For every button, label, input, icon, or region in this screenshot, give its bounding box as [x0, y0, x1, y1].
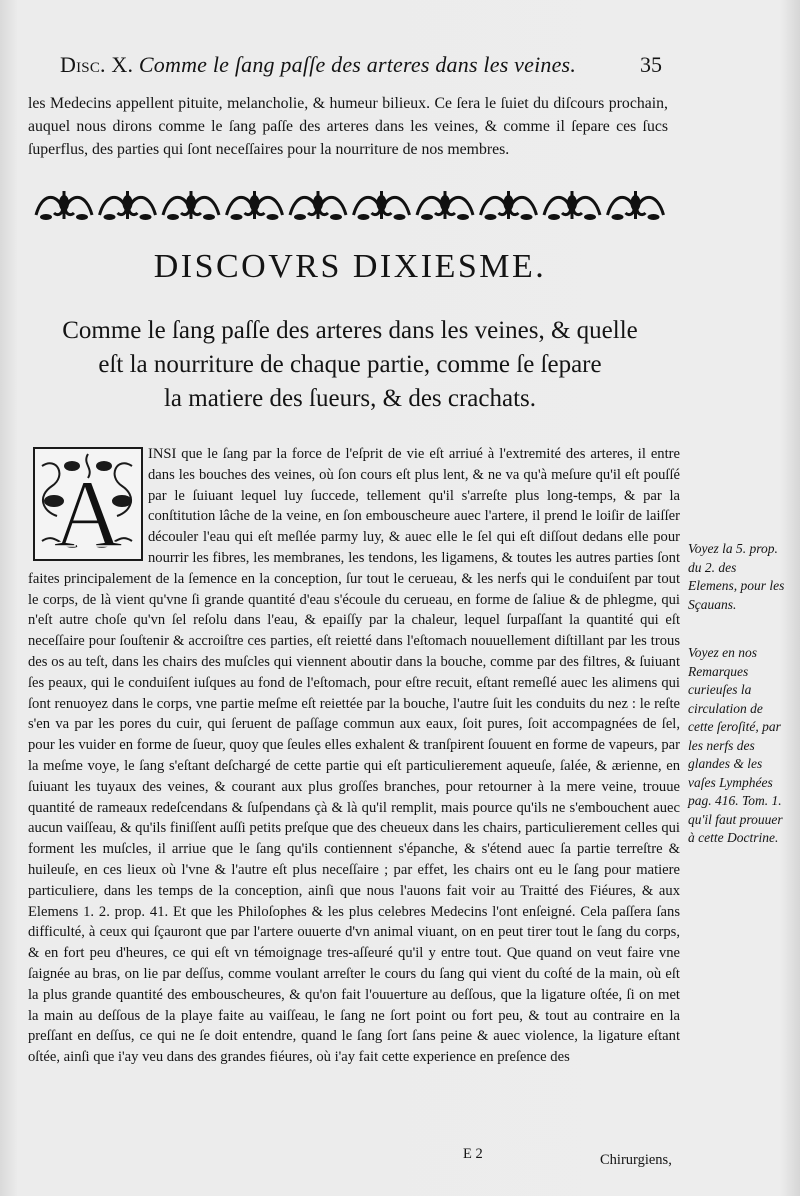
- ornament-fleuron: [163, 191, 219, 220]
- margin-note-2: Voyez en nos Remarques curieuſes la circulation de cette ſeroſité, par les nerfs des glandes & les vaſes Lymphées pag. 416. Tom. 1. qu'il faut prouuer à cette Doctrine.: [688, 645, 783, 845]
- main-body-text: [28, 444, 680, 1068]
- signature-mark: E 2: [463, 1146, 483, 1162]
- ornament-fleuron: [227, 191, 283, 220]
- ornament-fleuron: [417, 191, 473, 220]
- ornament-fleuron: [608, 191, 664, 220]
- ornament-fleuron: [544, 191, 600, 220]
- running-head-title: Comme le ſang paſſe des arteres dans les veines.: [138, 52, 577, 77]
- ornament-fleuron: [100, 191, 156, 220]
- catchword: Chirurgiens,: [600, 1152, 672, 1168]
- margin-note-1: Voyez la 5. prop. du 2. des Elemens, pour les Sçauans.: [688, 541, 785, 612]
- ornamental-band: [30, 185, 670, 225]
- running-head: [60, 52, 660, 78]
- ornament-fleuron: [354, 191, 410, 220]
- chapter-title-line-3: la matiere des ſueurs, & des crachats.: [163, 385, 537, 412]
- ornament-fleuron: [290, 191, 346, 220]
- chapter-title: [20, 314, 680, 416]
- drop-cap-spacer: [28, 444, 146, 562]
- chapter-title-line-2: eſt la nourriture de chaque partie, comme ſe ſepare: [98, 351, 602, 378]
- drop-cap-letter: A: [53, 460, 123, 562]
- page-number: 35: [640, 52, 662, 77]
- ornament-fleuron: [481, 191, 537, 220]
- opening-paragraph: les Medecins appellent pituite, melancholie, & humeur bilieux. Ce ſera le ſuiet du diſcours prochain, auquel nous dirons comme le ſang paſſe des arteres dans les veines, & comme il ſepare ces ſucs ſuperflus, des parties qui ſont neceſſaires pour la nourriture de nos membres.: [28, 95, 668, 158]
- running-head-disc: Disc. X.: [60, 52, 134, 77]
- body-paragraph: INSI que le ſang par la force de l'eſprit de vie eſt arriué à l'extremité des arteres, il entre dans les bouches des veines, où ſon cours eſt plus lent, & ne va qu'à meſure qu'il eſt pouſſé par le ſuiuant lequel luy ſuccede, tellement qu'il s'arreſte plus long-temps, & par la conſtitution lâche de la veine, en ſon embouscheure auec l'artere, il prend le loiſir de laiſſer découler l'eau qui eſt meſlée parmy luy, & auec elle le ſel qui eſt diſſout dedans elle pour nourrir les fibres, les membranes, les tendons, les ligamens, & toutes les autres parties ſont faites principalement de la ſemence en la conception, ſur tout le cerueau, & les nerfs qui le conduiſent par tout le corps, de là vient qu'vne ſi grande quantité d'eau s'écoule du cerueau, en forme de ſaliue & de phlegme, qui n'eſt autre choſe qu'vn ſel reſolu dans l'eau, & epaiſſy par la chaleur, lequel ſurpaſſant la quantité qui eſt neceſſaire pour ſouſtenir & accroiſtre ces parties, eſt reietté dans l'eſtomach nouuellement diſtillant par les trous des os au teſt, dans les chairs des muſcles qui viennent aboutir dans la bouche, comme par des filtres, & ſuiuant ſes peaux, qui le conduiſent iuſques au fond de l'eſtomach, pour eſtre recuit, eſtant remeſlé auec les alimens qui ſont renuoyez dans le corps, vne partie meſme eſt reiettée par la bouche, l'autre ſuit les conduits du nez : le reſte s'en va par les pores du cuir, qui ſeruent de paſſage commun aux eaux, ſoit pures, ſoit accompagnées de ſel, pour les vuider en forme de ſueur, quoy que ſeules elles exhalent & tranſpirent ſouuent en forme de vapeurs, par la meſme voye, le ſang s'eſtant deſchargé de cette partie qui eſt particulierement aqueuſe, ſalée, & ærienne, en ſuiuant les tuyaux des veines, & courant aux plus groſſes branches, pour retourner à la mere veine, trouue quantité de rameaux redeſcendans & ſuſpendans çà & là qu'il remplit, mais pource qu'ils ne s'embouchent auec aucun vaiſſeau, & qu'ils finiſſent auſſi petits preſque que des cheueux dans les chairs, particulierement celles qui forment les muſcles, il arriue que le ſang qu'ils contiennent s'épanche, & s'étend auec ſa partie terreſtre & huileuſe, en ces lieux où l'vne & l'autre eſt plus neceſſaire ; par effet, les chairs ont eu le ſang pour matiere particuliere, dans les temps de la conception, ainſi que nous l'auons fait voir au Traitté des Fiéures, & aux Elemens 1. 2. prop. 41. Et que les Philoſophes & les plus celebres Medecins l'ont enſeigné. Cela paſſera ſans difficulté, à ceux qui ſçauront que par l'artere ouuerte d'vn animal viuant, on en peut tirer tout le ſang du corps, & en fort peu d'heures, ce qui eſt vn témoignage tres-aſſeuré qu'il y entre tout. Que quand on veut faire vne ſaignée au bras, on lie par deſſus, comme voulant arreſter le cours du ſang qui vient du coſté de la main, où eſt la plus grande quantité des embouscheures, & qu'on fait l'ouuerture au deſſous, que la ligature oſtée, ſi on met la main au deſſous de la playe faite au vaiſſeau, le ſang ne ſort point ou fort peu, & tout au contraire en la preſſant en deſſus, ce qui ne ſe doit entendre, quand le ſang ſort ſans peine & auec violence, la ligature eſtant oſtée, ainſi que i'ay veu dans des grandes fiéures, où i'ay fait cette experience en preſence des: [28, 446, 680, 1066]
- discours-title: DISCOVRS DIXIESME.: [153, 248, 547, 285]
- chapter-title-line-1: Comme le ſang paſſe des arteres dans les veines, & quelle: [62, 317, 638, 344]
- ornament-fleuron: [36, 191, 92, 220]
